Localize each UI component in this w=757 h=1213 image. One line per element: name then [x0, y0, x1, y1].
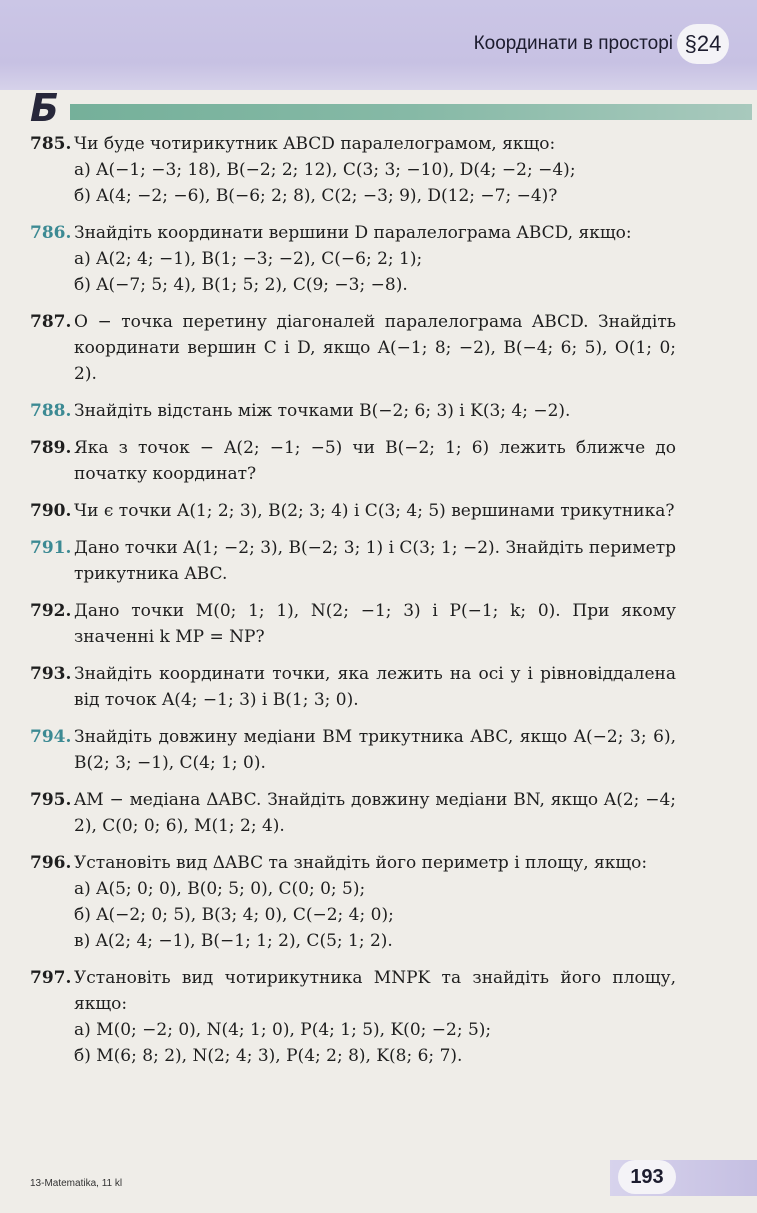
chapter-title: Координати в просторі [473, 33, 673, 54]
problem-number: 797. [30, 968, 72, 988]
problem-text: Знайдіть відстань між точками B(−2; 6; 3) і K(3; 4; −2). [74, 401, 571, 421]
problem-subitem: б) M(6; 8; 2), N(2; 4; 3), P(4; 2; 8), K(8; 6; 7). [74, 1046, 463, 1066]
problem-text: Яка з точок − A(2; −1; −5) чи B(−2; 1; 6) лежить ближче до початку координат? [74, 438, 676, 484]
problem-item [30, 598, 676, 650]
problem-number: 790. [30, 501, 72, 521]
problem-subitem: а) A(2; 4; −1), B(1; −3; −2), C(−6; 2; 1); [74, 249, 423, 269]
problem-text: Дано точки M(0; 1; 1), N(2; −1; 3) і P(−1; k; 0). При якому значенні k MP = NP? [74, 601, 676, 647]
problem-subitem: б) A(−2; 0; 5), B(3; 4; 0), C(−2; 4; 0); [74, 905, 394, 925]
problem-text: O − точка перетину діагоналей паралелограма ABCD. Знайдіть координати вершин C і D, якщо A(−1; 8; −2), B(−4; 6; 5), O(1; 0; 2). [74, 312, 676, 384]
problem-number: 789. [30, 438, 72, 458]
problem-text: Установіть вид чотирикутника MNPK та знайдіть його площу, якщо: [74, 968, 676, 1014]
page-number: 193 [618, 1160, 676, 1194]
problem-item [30, 131, 676, 209]
problem-subitem: б) A(4; −2; −6), B(−6; 2; 8), C(2; −3; 9), D(12; −7; −4)? [74, 186, 558, 206]
problem-text: Чи є точки A(1; 2; 3), B(2; 3; 4) і C(3; 4; 5) вершинами трикутника? [74, 501, 675, 521]
problem-text: Знайдіть координати вершини D паралелограма ABCD, якщо: [74, 223, 632, 243]
problem-list [30, 131, 676, 1080]
problem-text: Чи буде чотирикутник ABCD паралелограмом, якщо: [74, 134, 556, 154]
problem-subitem: а) A(−1; −3; 18), B(−2; 2; 12), C(3; 3; −10), D(4; −2; −4); [74, 160, 576, 180]
problem-number: 796. [30, 853, 72, 873]
problem-item [30, 309, 676, 387]
problem-number: 788. [30, 401, 72, 421]
problem-subitem: б) A(−7; 5; 4), B(1; 5; 2), C(9; −3; −8). [74, 275, 408, 295]
problem-number: 791. [30, 538, 72, 558]
problem-subitem: а) M(0; −2; 0), N(4; 1; 0), P(4; 1; 5), K(0; −2; 5); [74, 1020, 492, 1040]
problem-number: 794. [30, 727, 72, 747]
section-badge: §24 [677, 24, 729, 64]
problem-item [30, 498, 676, 524]
level-marker: Б [30, 86, 59, 130]
problem-number: 793. [30, 664, 72, 684]
problem-item [30, 535, 676, 587]
problem-number: 795. [30, 790, 72, 810]
problem-text: Знайдіть координати точки, яка лежить на осі y і рівновіддалена від точок A(4; −1; 3) і B(1; 3; 0). [74, 664, 676, 710]
problem-text: AM − медіана ΔABC. Знайдіть довжину медіани BN, якщо A(2; −4; 2), C(0; 0; 6), M(1; 2; 4). [74, 790, 676, 836]
problem-item [30, 661, 676, 713]
problem-item [30, 724, 676, 776]
problem-subitem: а) A(5; 0; 0), B(0; 5; 0), C(0; 0; 5); [74, 879, 366, 899]
problem-number: 787. [30, 312, 72, 332]
problem-text: Дано точки A(1; −2; 3), B(−2; 3; 1) і C(3; 1; −2). Знайдіть периметр трикутника ABC. [74, 538, 676, 584]
problem-subitem: в) A(2; 4; −1), B(−1; 1; 2), C(5; 1; 2). [74, 931, 393, 951]
level-bar [70, 104, 752, 120]
book-code: 13-Matematika, 11 kl [30, 1178, 123, 1189]
problem-number: 785. [30, 134, 72, 154]
problem-item [30, 398, 676, 424]
problem-text: Знайдіть довжину медіани BM трикутника ABC, якщо A(−2; 3; 6), B(2; 3; −1), C(4; 1; 0). [74, 727, 676, 773]
problem-item [30, 787, 676, 839]
problem-item [30, 220, 676, 298]
problem-item [30, 435, 676, 487]
problem-text: Установіть вид ΔABC та знайдіть його периметр і площу, якщо: [74, 853, 648, 873]
problem-number: 786. [30, 223, 72, 243]
problem-item [30, 965, 676, 1069]
problem-item [30, 850, 676, 954]
problem-number: 792. [30, 601, 72, 621]
